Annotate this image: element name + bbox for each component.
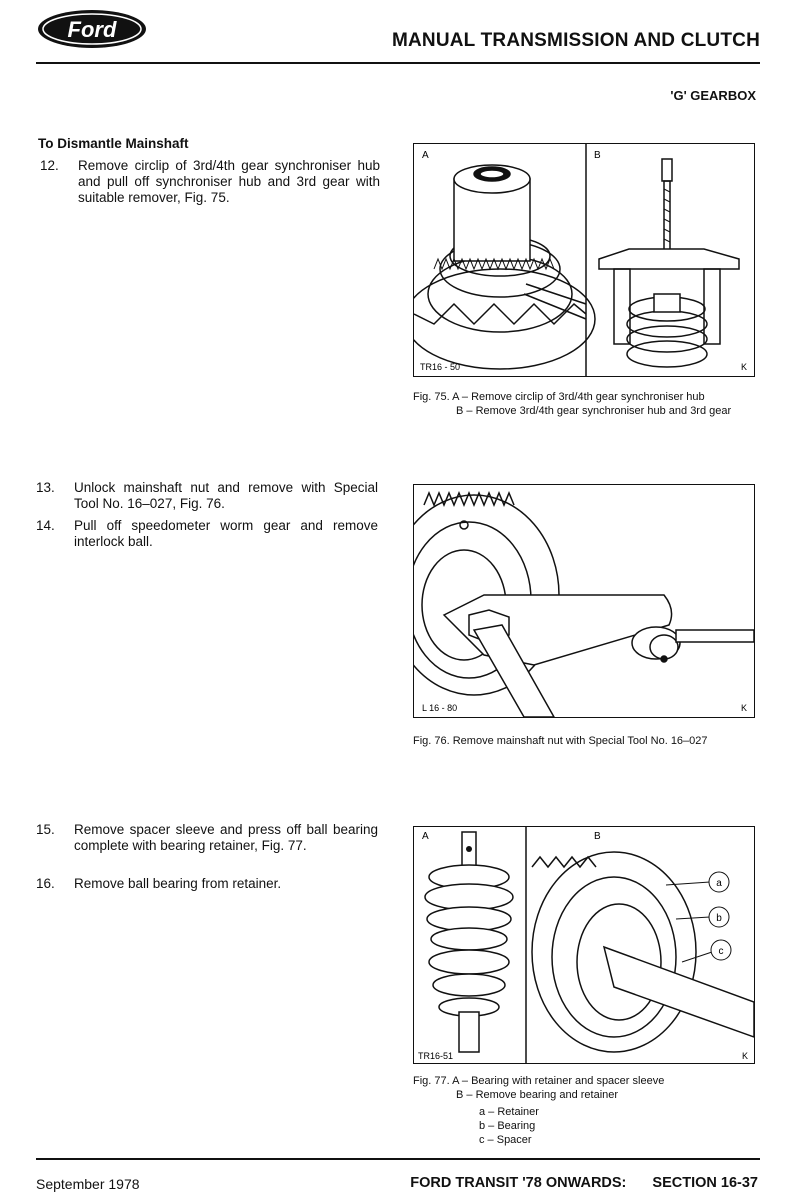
step-number: 14. bbox=[36, 518, 55, 533]
figure-75-caption bbox=[413, 390, 758, 418]
figure-77-caption bbox=[413, 1074, 758, 1147]
caption-line: Fig. 77. A – Bearing with retainer and spacer sleeve bbox=[413, 1075, 665, 1087]
svg-text:Ford: Ford bbox=[67, 17, 117, 42]
step-12 bbox=[40, 158, 380, 210]
footer-date: September 1978 bbox=[36, 1176, 140, 1192]
figure-76 bbox=[413, 484, 755, 718]
step-text: Remove circlip of 3rd/4th gear synchroniser hub and pull off synchroniser hub and 3rd gear with suitable remover, Fig. 75. bbox=[78, 158, 380, 205]
publication-title: FORD TRANSIT '78 ONWARDS: bbox=[410, 1175, 627, 1191]
callout-b-label: b bbox=[716, 913, 722, 924]
figure-75-illustration bbox=[414, 144, 754, 376]
callout-c-label: c bbox=[718, 946, 724, 957]
figure-75 bbox=[413, 143, 755, 377]
footer-rule bbox=[36, 1158, 760, 1160]
panel-a-label: A bbox=[422, 150, 429, 161]
step-number: 16. bbox=[36, 876, 55, 891]
panel-a-label: A bbox=[422, 831, 429, 842]
step-13 bbox=[36, 480, 380, 514]
step-16 bbox=[36, 876, 380, 896]
k-mark: K bbox=[741, 362, 748, 372]
legend-item: c – Spacer bbox=[479, 1134, 532, 1146]
step-text: Remove spacer sleeve and press off ball bearing complete with bearing retainer, Fig. 77. bbox=[74, 822, 378, 853]
section-heading: To Dismantle Mainshaft bbox=[38, 136, 189, 151]
footer-publication bbox=[388, 1175, 758, 1191]
header-rule bbox=[36, 62, 760, 64]
figure-76-caption: Fig. 76. Remove mainshaft nut with Special Tool No. 16–027 bbox=[413, 735, 708, 747]
section-number: SECTION 16-37 bbox=[652, 1175, 758, 1191]
step-number: 12. bbox=[40, 158, 59, 173]
panel-b-label: B bbox=[594, 831, 601, 842]
step-15 bbox=[36, 822, 380, 872]
panel-b-label: B bbox=[594, 150, 601, 161]
legend-item: b – Bearing bbox=[479, 1120, 536, 1132]
caption-line: B – Remove 3rd/4th gear synchroniser hub and 3rd gear bbox=[456, 405, 732, 417]
step-number: 15. bbox=[36, 822, 55, 837]
section-subtitle: 'G' GEARBOX bbox=[670, 88, 756, 103]
page-title: MANUAL TRANSMISSION AND CLUTCH bbox=[391, 30, 760, 51]
figure-ref: TR16-51 bbox=[418, 1051, 454, 1061]
figure-77-illustration bbox=[414, 827, 754, 1063]
caption-line: B – Remove bearing and retainer bbox=[456, 1089, 619, 1101]
ford-logo bbox=[36, 8, 148, 50]
legend-item: a – Retainer bbox=[479, 1106, 539, 1118]
figure-ref: L 16 - 80 bbox=[422, 703, 458, 713]
step-text: Pull off speedometer worm gear and remove interlock ball. bbox=[74, 518, 378, 549]
figure-ref: TR16 - 50 bbox=[420, 362, 461, 372]
figure-76-illustration bbox=[414, 485, 754, 717]
step-text: Remove ball bearing from retainer. bbox=[74, 876, 282, 891]
step-14 bbox=[36, 518, 380, 552]
figure-77 bbox=[413, 826, 755, 1064]
step-text: Unlock mainshaft nut and remove with Special Tool No. 16–027, Fig. 76. bbox=[74, 480, 378, 511]
caption-line: Fig. 75. A – Remove circlip of 3rd/4th gear synchroniser hub bbox=[413, 391, 705, 403]
k-mark: K bbox=[741, 703, 748, 713]
step-number: 13. bbox=[36, 480, 55, 495]
k-mark: K bbox=[742, 1051, 749, 1061]
callout-a-label: a bbox=[716, 878, 722, 889]
